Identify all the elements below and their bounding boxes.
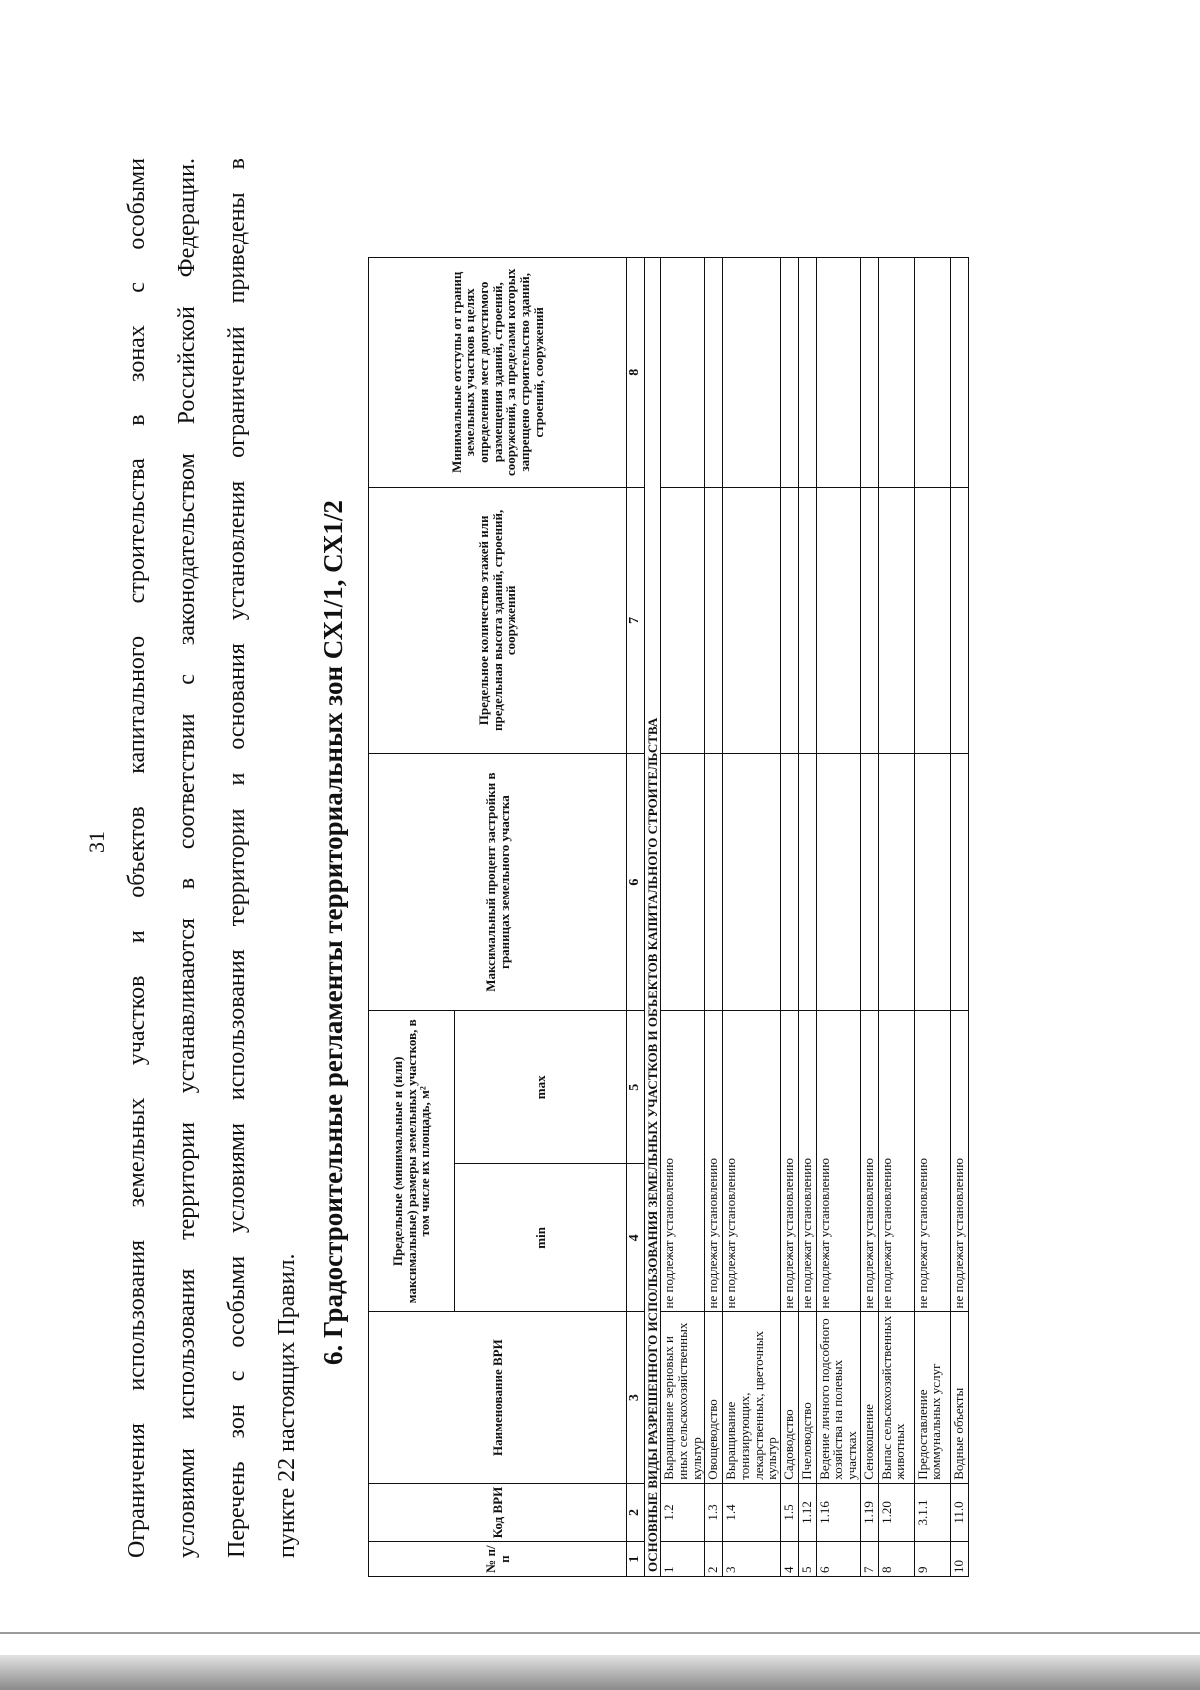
header-size: Предельные (минимальные и (или) максимальные) размеры земельных участков, в том числе их площадь, м² [369,1011,455,1312]
empty-cell [780,487,798,754]
empty-cell [798,754,816,1011]
empty-cell [914,754,950,1011]
section-row [644,258,661,1577]
table-row [950,258,968,1577]
table-row [780,258,798,1577]
empty-cell [705,487,723,754]
empty-cell [860,487,878,754]
column-number-row [627,258,645,1577]
row-size-value: не подлежат установлению [950,1011,968,1312]
empty-cell [914,487,950,754]
row-code: 1.3 [705,1483,723,1542]
row-size-value: не подлежат установлению [878,1011,914,1312]
empty-cell [723,754,781,1011]
row-number: 4 [780,1542,798,1577]
row-code: 1.20 [878,1483,914,1542]
column-number: 5 [627,1011,645,1164]
section-heading: 6. Градостроительные регламенты территориальных зон СХ1/1, СХ1/2 [318,500,348,1365]
table-row [878,258,914,1577]
empty-cell [950,754,968,1011]
table-row [705,258,723,1577]
row-number: 3 [723,1542,781,1577]
empty-cell [860,258,878,488]
row-name: Водные объекты [950,1312,968,1483]
column-number: 4 [627,1164,645,1312]
empty-cell [780,754,798,1011]
row-name: Овощеводство [705,1312,723,1483]
row-code: 1.2 [661,1483,705,1542]
paragraph-line: условиями использования территории устанавливаются в соответствии с законодательством Российской Федерации. [174,158,200,1558]
empty-cell [798,487,816,754]
empty-cell [878,754,914,1011]
row-size-value: не подлежат установлению [816,1011,860,1312]
row-name: Предоставление коммунальных услуг [914,1312,950,1483]
header-setbacks: Минимальные отступы от границ земельных участков в целях определения мест допустимого размещения зданий, строений, сооружений, за пределами которых запрещено строительство зданий, строений, сооружений [369,258,627,488]
row-name: Пчеловодство [798,1312,816,1483]
row-code: 11.0 [950,1483,968,1542]
column-number: 2 [627,1483,645,1542]
row-name: Ведение личного подсобного хозяйства на полевых участках [816,1312,860,1483]
table-row [723,258,781,1577]
table-row [914,258,950,1577]
row-number: 8 [878,1542,914,1577]
row-code: 1.12 [798,1483,816,1542]
column-number: 7 [627,487,645,754]
table-row [661,258,705,1577]
row-size-value: не подлежат установлению [780,1011,798,1312]
column-number: 3 [627,1312,645,1483]
row-name: Выращивание тонизирующих, лекарственных, цветочных культур [723,1312,781,1483]
row-code: 1.5 [780,1483,798,1542]
empty-cell [723,258,781,488]
empty-cell [780,258,798,488]
row-code: 1.4 [723,1483,781,1542]
header-max: max [455,1011,627,1164]
empty-cell [661,487,705,754]
row-name: Выпас сельскохозяйственных животных [878,1312,914,1483]
row-size-value: не подлежат установлению [798,1011,816,1312]
empty-cell [950,258,968,488]
empty-cell [661,258,705,488]
empty-cell [816,258,860,488]
row-code: 1.16 [816,1483,860,1542]
header-min: min [455,1164,627,1312]
empty-cell [860,754,878,1011]
empty-cell [878,258,914,488]
row-number: 1 [661,1542,705,1577]
empty-cell [914,258,950,488]
empty-cell [950,487,968,754]
header-floors: Предельное количество этажей или предельная высота зданий, строений, сооружений [369,487,627,754]
table-row [798,258,816,1577]
row-code: 1.19 [860,1483,878,1542]
paragraph-zone-list [212,158,312,1558]
paragraph-line: Перечень зон с особыми условиями использования территории и основания установления ограничений приведены в [224,158,250,1558]
header-percent: Максимальный процент застройки в границах земельного участка [369,754,627,1011]
column-number: 6 [627,754,645,1011]
regulations-table [368,257,969,1577]
empty-cell [661,754,705,1011]
empty-cell [816,487,860,754]
row-size-value: не подлежат установлению [723,1011,781,1312]
row-number: 7 [860,1542,878,1577]
row-size-value: не подлежат установлению [661,1011,705,1312]
header-num: № п/п [369,1542,627,1577]
row-number: 2 [705,1542,723,1577]
header-code: Код ВРИ [369,1483,627,1542]
paragraph-line: Ограничения использования земельных участков и объектов капитального строительства в зонах с особыми [124,158,150,1558]
empty-cell [798,258,816,488]
header-name: Наименование ВРИ [369,1312,627,1483]
page-number: 31 [84,831,109,853]
row-size-value: не подлежат установлению [705,1011,723,1312]
row-code: 3.1.1 [914,1483,950,1542]
row-size-value: не подлежат установлению [914,1011,950,1312]
row-size-value: не подлежат установлению [860,1011,878,1312]
row-name: Садоводство [780,1312,798,1483]
empty-cell [816,754,860,1011]
row-number: 6 [816,1542,860,1577]
row-number: 5 [798,1542,816,1577]
empty-cell [723,487,781,754]
column-number: 8 [627,258,645,488]
table-row [860,258,878,1577]
empty-cell [705,258,723,488]
table-row [816,258,860,1577]
empty-cell [705,754,723,1011]
column-number: 1 [627,1542,645,1577]
row-number: 9 [914,1542,950,1577]
row-number: 10 [950,1542,968,1577]
row-name: Выращивание зерновых и иных сельскохозяйственных культур [661,1312,705,1483]
row-name: Сенокошение [860,1312,878,1483]
paragraph-line: пункте 22 настоящих Правил. [274,1253,300,1558]
paragraph-restrictions [112,158,212,1558]
section-title: ОСНОВНЫЕ ВИДЫ РАЗРЕШЕННОГО ИСПОЛЬЗОВАНИЯ ЗЕМЕЛЬНЫХ УЧАСТКОВ И ОБЪЕКТОВ КАПИТАЛЬНОГО СТРОИТЕЛЬСТВА [644,258,661,1577]
empty-cell [878,487,914,754]
